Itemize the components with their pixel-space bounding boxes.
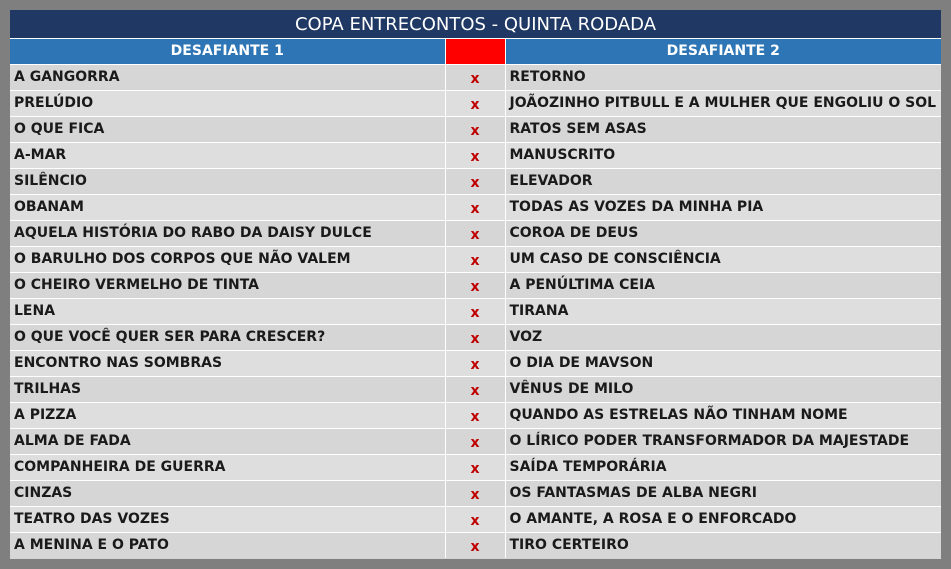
match-row: [10, 324, 941, 350]
challenger-2-story: COROA DE DEUS: [505, 220, 941, 246]
challenger-1-story: TRILHAS: [10, 376, 445, 402]
challenger-2-story: O AMANTE, A ROSA E O ENFORCADO: [505, 506, 941, 532]
challenger-2-story: UM CASO DE CONSCIÊNCIA: [505, 246, 941, 272]
match-row: [10, 90, 941, 116]
versus-mark: x: [445, 272, 505, 298]
versus-mark: x: [445, 532, 505, 558]
versus-mark: x: [445, 116, 505, 142]
match-row: [10, 532, 941, 558]
match-row: [10, 506, 941, 532]
challenger-2-story: JOÃOZINHO PITBULL E A MULHER QUE ENGOLIU O SOL: [505, 90, 941, 116]
match-row: [10, 142, 941, 168]
challenger-2-story: O DIA DE MAVSON: [505, 350, 941, 376]
challenger-1-story: A MENINA E O PATO: [10, 532, 445, 558]
challenger-2-story: TODAS AS VOZES DA MINHA PIA: [505, 194, 941, 220]
challenger-1-story: O BARULHO DOS CORPOS QUE NÃO VALEM: [10, 246, 445, 272]
match-row: [10, 64, 941, 90]
challenger-1-story: LENA: [10, 298, 445, 324]
challenger-2-story: TIRANA: [505, 298, 941, 324]
challenger-2-story: O LÍRICO PODER TRANSFORMADOR DA MAJESTADE: [505, 428, 941, 454]
match-row: [10, 168, 941, 194]
challenger-2-story: RATOS SEM ASAS: [505, 116, 941, 142]
challenger-2-story: RETORNO: [505, 64, 941, 90]
versus-mark: x: [445, 64, 505, 90]
match-row: [10, 454, 941, 480]
challenger-1-story: O CHEIRO VERMELHO DE TINTA: [10, 272, 445, 298]
challenger-2-story: MANUSCRITO: [505, 142, 941, 168]
versus-mark: x: [445, 506, 505, 532]
challenger-2-story: OS FANTASMAS DE ALBA NEGRI: [505, 480, 941, 506]
versus-mark: x: [445, 324, 505, 350]
versus-mark: x: [445, 402, 505, 428]
match-row: [10, 272, 941, 298]
versus-mark: x: [445, 376, 505, 402]
match-row: [10, 480, 941, 506]
match-row: [10, 220, 941, 246]
matchups-body: [10, 64, 941, 558]
challenger-2-story: VÊNUS DE MILO: [505, 376, 941, 402]
challenger-1-story: O QUE FICA: [10, 116, 445, 142]
header-versus: [445, 39, 505, 64]
challenger-1-story: A-MAR: [10, 142, 445, 168]
match-row: [10, 116, 941, 142]
header-challenger-2: DESAFIANTE 2: [505, 39, 941, 64]
match-row: [10, 194, 941, 220]
challenger-2-story: A PENÚLTIMA CEIA: [505, 272, 941, 298]
versus-mark: x: [445, 142, 505, 168]
challenger-1-story: TEATRO DAS VOZES: [10, 506, 445, 532]
challenger-2-story: VOZ: [505, 324, 941, 350]
challenger-1-story: OBANAM: [10, 194, 445, 220]
challenger-1-story: PRELÚDIO: [10, 90, 445, 116]
versus-mark: x: [445, 428, 505, 454]
match-row: [10, 402, 941, 428]
header-row: [10, 39, 941, 64]
challenger-2-story: QUANDO AS ESTRELAS NÃO TINHAM NOME: [505, 402, 941, 428]
versus-mark: x: [445, 194, 505, 220]
challenger-2-story: SAÍDA TEMPORÁRIA: [505, 454, 941, 480]
versus-mark: x: [445, 90, 505, 116]
match-row: [10, 376, 941, 402]
sheet-title: COPA ENTRECONTOS - QUINTA RODADA: [10, 10, 941, 39]
versus-mark: x: [445, 350, 505, 376]
match-row: [10, 298, 941, 324]
versus-mark: x: [445, 246, 505, 272]
versus-mark: x: [445, 454, 505, 480]
header-challenger-1: DESAFIANTE 1: [10, 39, 445, 64]
versus-mark: x: [445, 168, 505, 194]
challenger-2-story: TIRO CERTEIRO: [505, 532, 941, 558]
bracket-sheet: [10, 10, 941, 559]
challenger-1-story: AQUELA HISTÓRIA DO RABO DA DAISY DULCE: [10, 220, 445, 246]
challenger-1-story: SILÊNCIO: [10, 168, 445, 194]
match-row: [10, 350, 941, 376]
challenger-1-story: ALMA DE FADA: [10, 428, 445, 454]
versus-mark: x: [445, 480, 505, 506]
versus-mark: x: [445, 220, 505, 246]
match-row: [10, 428, 941, 454]
challenger-1-story: A GANGORRA: [10, 64, 445, 90]
challenger-1-story: COMPANHEIRA DE GUERRA: [10, 454, 445, 480]
challenger-1-story: O QUE VOCÊ QUER SER PARA CRESCER?: [10, 324, 445, 350]
versus-mark: x: [445, 298, 505, 324]
challenger-1-story: CINZAS: [10, 480, 445, 506]
matchups-table: [10, 39, 941, 558]
challenger-1-story: A PIZZA: [10, 402, 445, 428]
match-row: [10, 246, 941, 272]
challenger-2-story: ELEVADOR: [505, 168, 941, 194]
challenger-1-story: ENCONTRO NAS SOMBRAS: [10, 350, 445, 376]
